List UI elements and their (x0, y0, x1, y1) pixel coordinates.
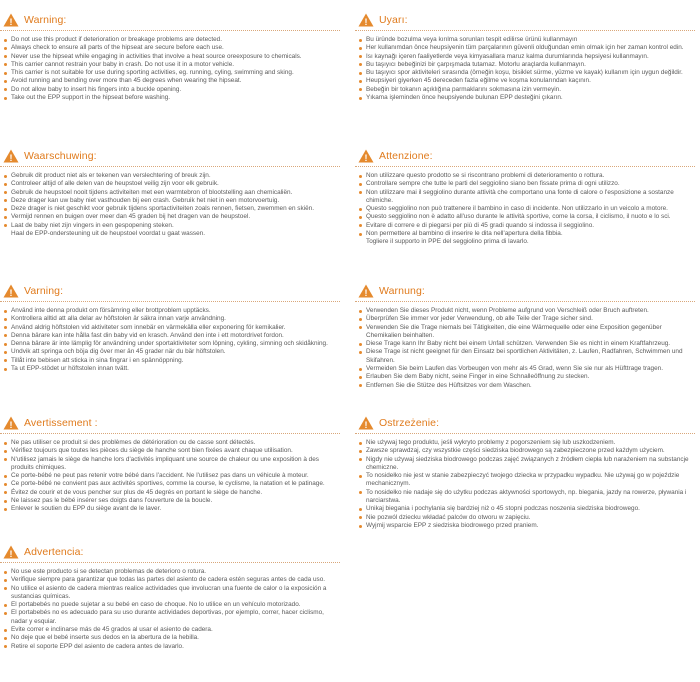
list-item: Do not use this product if deterioration or breakage problems are detected. (0, 36, 340, 44)
list-item: Always check to ensure all parts of the hipseat are secure before each use. (0, 44, 340, 52)
list-item: Bu taşıyıcı spor aktiviteleri sırasında (örneğin koşu, bisiklet sürme, yüzme ve kayak) kullanım için uygun değildir. (355, 69, 695, 77)
list-item: No utilice el asiento de cadera mientras realice actividades que involucran una fuente de calor o la exposición a sustancias químicas. (0, 585, 340, 602)
section-divider (0, 562, 340, 563)
warning-list (0, 307, 340, 373)
list-item: N'utilisez jamais le siège de hanche lors d'activités impliquant une source de chaleur ou une exposition à des produits chimiques. (0, 456, 340, 473)
list-item: Ne pas utiliser ce produit si des problèmes de détérioration ou de casse sont détectés. (0, 439, 340, 447)
list-item: Ce porte-bébé ne convient pas aux activités sportives, comme la course, le cyclisme, la natation et le patinage. (0, 480, 340, 488)
list-item: Ta ut EPP-stödet ur höftstolen innan tvätt. (0, 365, 340, 373)
warning-list (0, 172, 340, 238)
list-item: Undvik att springa och böja dig över mer än 45 grader när du bär höftstolen. (0, 348, 340, 356)
list-item: Denna bärare kan inte hålla fast din baby vid en krasch. Använd den inte i ett motordrivet fordon. (0, 332, 340, 340)
list-item: Verwenden Sie die Trage niemals bei Tätigkeiten, die eine Wärmequelle oder eine Exposition gegenüber Chemikalien beinhalten. (355, 324, 695, 341)
list-item: Wyjmij wsparcie EPP z siedziska biodrowego przed praniem. (355, 522, 695, 530)
list-item: Heupsiyeri giyerken 45 dereceden fazla eğilme ve koşma konularından kaçının. (355, 77, 695, 85)
section-title: Varning: (24, 285, 64, 297)
list-item: Questo seggiolino non può trattenere il bambino in caso di incidente. Non utilizzarlo in un veicolo a motore. (355, 205, 695, 213)
list-item: Isı kaynağı içeren faaliyetlerde veya kimyasallara maruz kalma durumlarında hepsiyesi kullanmayın. (355, 53, 695, 61)
svg-text:!: ! (9, 153, 13, 163)
list-item: Évitez de courir et de vous pencher sur plus de 45 degrés en portant le siège de hanche. (0, 489, 340, 497)
svg-text:!: ! (9, 420, 13, 430)
list-item: El portabebés no es adecuado para su uso durante actividades deportivas, por ejemplo, correr, hacer ciclismo, nadar y esquiar. (0, 609, 340, 626)
svg-text:!: ! (364, 288, 368, 298)
list-item: Ne laissez pas le bébé insérer ses doigts dans l'ouverture de la boucle. (0, 497, 340, 505)
list-item: Laat de baby niet zijn vingers in een gespopening steken. (0, 222, 340, 230)
list-item: Bu üründe bozulma veya kırılma sorunları tespit edilirse ürünü kullanmayın (355, 36, 695, 44)
section-header (3, 284, 340, 298)
list-item: This carrier is not suitable for use during sporting activities, eg. running, cyling, swimming and sking. (0, 69, 340, 77)
list-item: Nigdy nie używaj siedziska biodrowego podczas zajęć związanych z źródłem ciepła lub narażeniem na substancje chemiczne. (355, 456, 695, 473)
list-item: Använd aldrig höftstolen vid aktiviteter som innebär en värmekälla eller exponering för kemikalier. (0, 324, 340, 332)
section-header (358, 416, 695, 430)
section-header (3, 13, 340, 27)
section-header (3, 416, 340, 430)
section-header (3, 149, 340, 163)
section-title: Ostrzeżenie: (379, 417, 440, 429)
list-item: Togliere il supporto in PPE del seggiolino prima di lavarlo. (366, 238, 529, 246)
svg-text:!: ! (9, 549, 13, 559)
list-item: Diese Trage ist nicht geeignet für den Einsatz bei sportlichen Aktivitäten, z. Laufen, Radfahren, Schwimmen und Skifahren. (355, 348, 695, 365)
warning-list (355, 439, 695, 530)
list-item: Entfernen Sie die Stütze des Hüftsitzes vor dem Waschen. (355, 382, 695, 390)
warning-list (0, 439, 340, 514)
section-divider (0, 433, 340, 434)
list-item: This carrier cannot restrain your baby in crash. Do not use it in a motor vehicle. (0, 61, 340, 69)
list-item: Unikaj biegania i pochylania się bardziej niż o 45 stopni podczas noszenia siedziska biodrowego. (355, 505, 695, 513)
warning-triangle-icon (3, 13, 19, 27)
warning-list (0, 36, 340, 102)
list-item: Zawsze sprawdzaj, czy wszystkie części siedziska biodrowego są zabezpieczone przed każdym użyciem. (355, 447, 695, 455)
section-title: Advertencia: (24, 546, 84, 558)
list-item: Evite correr e inclinarse más de 45 grados al usar el asiento de cadera. (0, 626, 340, 634)
warning-triangle-icon (358, 284, 374, 298)
section-title: Attenzione: (379, 150, 433, 162)
list-item: Avoid running and bending over more than 45 degrees when wearing the hipseat. (0, 77, 340, 85)
list-item: Denna bärare är inte lämplig för användning under sportaktiviteter som löpning, cykling, simning och skidåkning. (0, 340, 340, 348)
list-item: Deze drager kan uw baby niet vasthouden bij een crash. Gebruik het niet in een motorvoertuig. (0, 197, 340, 205)
section-header (358, 149, 695, 163)
list-item: Bu taşıyıcı bebeğinizi bir çarpışmada tutamaz. Motorlu araçlarda kullanmayın. (355, 61, 695, 69)
list-item: To nosidełko nie jest w stanie zabezpieczyć twojego dziecka w przypadku wypadku. Nie używaj go w pojeździe mechanicznym. (355, 472, 695, 489)
list-item: Diese Trage kann Ihr Baby nicht bei einem Unfall schützen. Verwenden Sie es nicht in einem Kraftfahrzeug. (355, 340, 695, 348)
section-title: Avertissement : (24, 417, 98, 429)
list-item: Nie używaj tego produktu, jeśli wykryto problemy z pogorszeniem się lub uszkodzeniem. (355, 439, 695, 447)
warning-section-en (0, 13, 340, 102)
warning-triangle-icon (358, 416, 374, 430)
list-item: Non permettere al bambino di inserire le dita nell'apertura della fibbia. (355, 230, 695, 238)
warning-list (355, 307, 695, 390)
warning-triangle-icon (358, 13, 374, 27)
list-item: Questo seggiolino non è adatto all'uso durante le attività sportive, come la corsa, il ciclismo, il nuoto e lo sci. (355, 213, 695, 221)
warning-section-nl (0, 149, 340, 238)
list-item: Använd inte denna produkt om försämring eller brottproblem upptäcks. (0, 307, 340, 315)
list-item: Controllare sempre che tutte le parti del seggiolino siano ben fissate prima di ogni utilizzo. (355, 180, 695, 188)
list-item: Verwenden Sie dieses Produkt nicht, wenn Probleme aufgrund von Verschleiß oder Bruch auftreten. (355, 307, 695, 315)
list-item: Enlever le soutien du EPP du siège avant de le laver. (0, 505, 340, 513)
list-item: El portabebés no puede sujetar a su bebé en caso de choque. No lo utilice en un vehículo motorizado. (0, 601, 340, 609)
list-item: Gebruik dit product niet als er tekenen van verslechtering of breuk zijn. (0, 172, 340, 180)
list-item: Non utilizzare questo prodotto se si riscontrano problemi di deterioramento o rottura. (355, 172, 695, 180)
warning-triangle-icon (3, 416, 19, 430)
list-item: Ce porte-bébé ne peut pas retenir votre bébé dans l'accident. Ne l'utilisez pas dans un véhicule à moteur. (0, 472, 340, 480)
svg-text:!: ! (364, 153, 368, 163)
list-item: No deje que el bebé inserte sus dedos en la abertura de la hebilla. (0, 634, 340, 642)
svg-text:!: ! (9, 288, 13, 298)
section-header (358, 13, 695, 27)
warning-section-de (355, 284, 695, 390)
section-divider (0, 301, 340, 302)
list-item: Gebruik de heupstoel nooit tijdens activiteiten met een warmtebron of blootstelling aan chemicaliën. (0, 189, 340, 197)
section-title: Waarschuwing: (24, 150, 97, 162)
warning-triangle-icon (358, 149, 374, 163)
svg-text:!: ! (364, 17, 368, 27)
list-item: Her kullanımdan önce heupsiyenin tüm parçalarının güvenli olduğundan emin olmak için her zaman kontrol edin. (355, 44, 695, 52)
section-title: Warnung: (379, 285, 425, 297)
list-item: Controleer altijd of alle delen van de heupstoel veilig zijn voor elk gebruik. (0, 180, 340, 188)
section-divider (0, 30, 340, 31)
list-item: Evitare di correre e di piegarsi per più di 45 gradi quando si indossa il seggiolino. (355, 222, 695, 230)
list-item: Verifique siempre para garantizar que todas las partes del asiento de cadera estén seguras antes de cada uso. (0, 576, 340, 584)
warning-section-tr (355, 13, 695, 102)
warning-section-fr (0, 416, 340, 514)
warning-list (355, 36, 695, 102)
list-item: Non utilizzare mai il seggiolino durante attività che comportano una fonte di calore o l'esposizione a sostanze chimiche. (355, 189, 695, 206)
section-title: Uyarı: (379, 14, 408, 26)
list-item: Take out the EPP support in the hipseat before washing. (0, 94, 340, 102)
list-item: Erlauben Sie dem Baby nicht, seine Finger in eine Schnalleöffnung zu stecken. (355, 373, 695, 381)
svg-text:!: ! (9, 17, 13, 27)
list-item: Nie pozwól dziecku wkładać palców do otworu w zapięciu. (355, 514, 695, 522)
list-item: Yıkama işleminden önce heupsiyende bulunan EPP desteğini çıkarın. (355, 94, 695, 102)
warning-section-pl (355, 416, 695, 530)
list-item: To nosidełko nie nadaje się do użytku podczas aktywności sportowych, np. biegania, jazdy na rowerze, pływania i narciarstwa. (355, 489, 695, 506)
list-item: Vermijd rennen en buigen over meer dan 45 graden bij het dragen van de heupstoel. (0, 213, 340, 221)
section-title: Warning: (24, 14, 67, 26)
section-divider (0, 166, 340, 167)
list-item: Kontrollera alltid att alla delar av höftstolen är säkra innan varje användning. (0, 315, 340, 323)
section-divider (355, 166, 695, 167)
list-item: No use este producto si se detectan problemas de deterioro o rotura. (0, 568, 340, 576)
section-header (3, 545, 340, 559)
section-divider (355, 433, 695, 434)
warning-list (0, 568, 340, 651)
list-item: Überprüfen Sie immer vor jeder Verwendung, ob alle Teile der Trage sicher sind. (355, 315, 695, 323)
list-item: Haal de EPP-ondersteuning uit de heupstoel voordat u gaat wassen. (11, 230, 205, 238)
list-item: Do not allow baby to insert his fingers into a buckle opening. (0, 86, 340, 94)
section-header (358, 284, 695, 298)
warning-list (355, 172, 695, 247)
list-item: Retire el soporte EPP del asiento de cadera antes de lavarlo. (0, 643, 340, 651)
list-item: Bebeğin bir tokanın açıklığına parmaklarını sokmasına izin vermeyin. (355, 86, 695, 94)
list-item: Tillåt inte bebisen att sticka in sina fingrar i en spännöppning. (0, 357, 340, 365)
warning-section-es (0, 545, 340, 651)
list-item: Vérifiez toujours que toutes les pièces du siège de hanche sont bien fixées avant chaque utilisation. (0, 447, 340, 455)
list-item: Deze drager is niet geschikt voor gebruik tijdens sportactiviteiten zoals rennen, fietsen, zwemmen en skiën. (0, 205, 340, 213)
warning-triangle-icon (3, 149, 19, 163)
warning-section-it (355, 149, 695, 247)
warning-section-sv (0, 284, 340, 373)
section-divider (355, 301, 695, 302)
list-item: Never use the hipseat while engaging in activities that involve a heat source oreexposure to chemicals. (0, 53, 340, 61)
section-divider (355, 30, 695, 31)
warning-triangle-icon (3, 284, 19, 298)
svg-text:!: ! (364, 420, 368, 430)
warning-triangle-icon (3, 545, 19, 559)
list-item: Vermeiden Sie beim Laufen das Vorbeugen von mehr als 45 Grad, wenn Sie sie nur als Hüfttrage tragen. (355, 365, 695, 373)
